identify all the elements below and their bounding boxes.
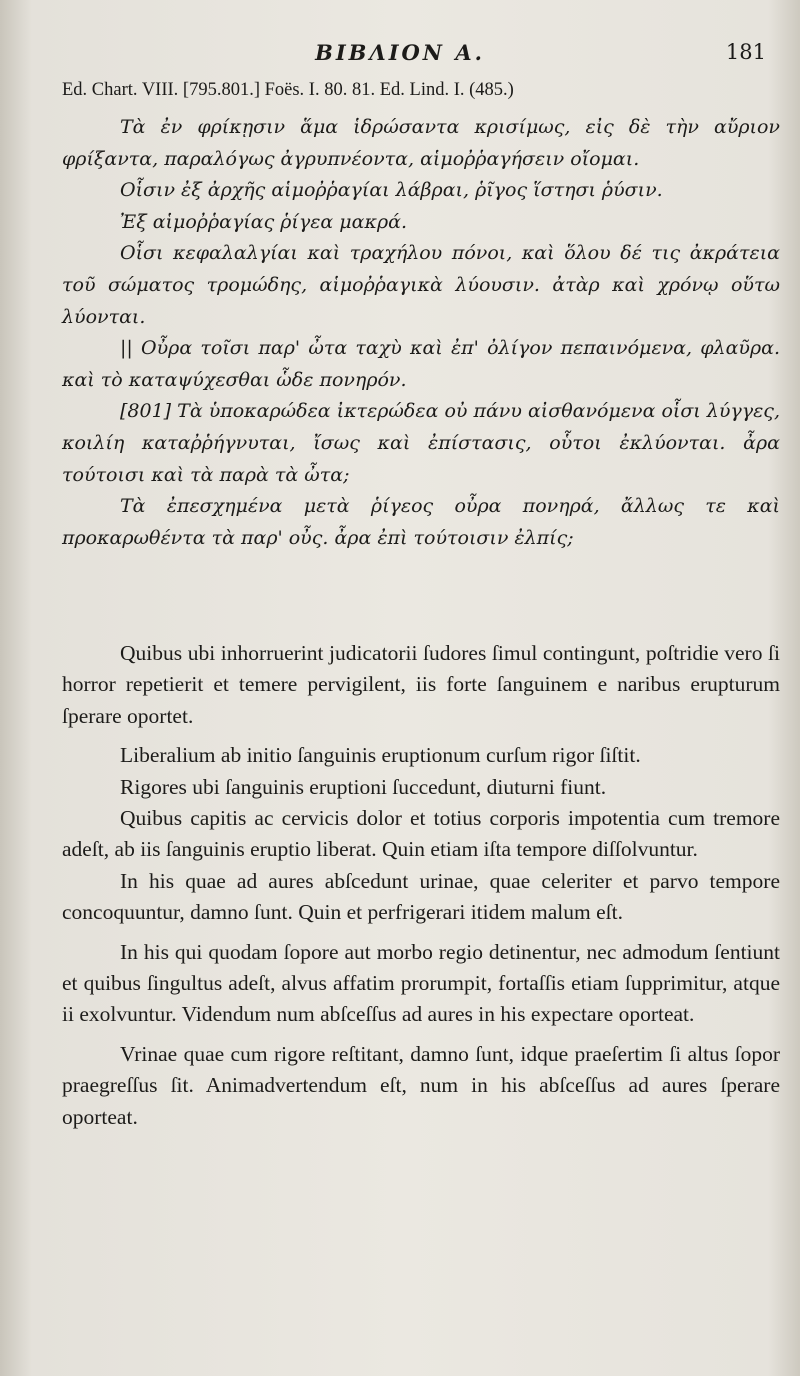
greek-paragraph: Τὰ ἐν φρίκῃσιν ἅμα ἱδρώσαντα κρισίμως, εἰς δὲ τὴν αὔριον φρίξαντα, παραλόγως ἀγρυπνέοντα, αἱμοῤῥαγήσειν οἴομαι. [62,116,780,170]
greek-paragraph: Τὰ ἐπεσχημένα μετὰ ῥίγεος οὖρα πονηρά, ἄλλως τε καὶ προκαρωθέντα τὰ παρ' οὖς. ἆρα ἐπὶ τούτοισιν ἐλπίς; [62,495,780,549]
running-title: BIBΛION A. [315,40,485,65]
latin-paragraph: Vrinae quae cum rigore reſtitant, damno ſunt, idque praeſertim ſi altus ſopor praegreſſus ſit. Animadvertendum eſt, num in his abſceſſus ad aures ſperare oporteat. [62,1041,780,1129]
latin-paragraph: In his quae ad aures abſcedunt urinae, quae celeriter et parvo tempore concoquuntur, damno ſunt. Quin et perfrigerari itidem malum eſt. [62,868,780,925]
greek-text-block [62,112,780,554]
greek-paragraph: Οἷσι κεφαλαλγίαι καὶ τραχήλου πόνοι, καὶ ὅλου δέ τις ἀκράτεια τοῦ σώματος τρομώδης, αἱμοῤῥαγικὰ λύουσιν. ἀτὰρ καὶ χρόνῳ οὕτω λύονται. [62,242,780,328]
latin-paragraph: Quibus ubi inhorruerint judicatorii ſudores ſimul contingunt, poſtridie vero ſi horror repetierit et temere pervigilent, iis forte ſanguinem e naribus erupturum ſperare oportet. [62,641,780,728]
latin-paragraph: In his qui quodam ſopore aut morbo regio detinentur, nec admodum ſentiunt et quibus ſingultus adeſt, alvus affatim prorumpit, fortaſſis etiam ſupprimitur, atque ii exolvuntur. Videndum num abſceſſus ad aures in his expectare oporteat. [62,939,780,1027]
edition-reference: Ed. Chart. VIII. [795.801.] Foës. I. 80. 81. Ed. Lind. I. (485.) [62,80,514,100]
latin-paragraph: Liberalium ab initio ſanguinis eruptionum curſum rigor ſiſtit. [120,743,641,768]
latin-paragraph: Quibus capitis ac cervicis dolor et totius corporis impotentia cum tremore adeſt, ab iis ſanguinis eruptio liberat. Quin etiam iſta tempore diſſolvuntur. [62,806,780,862]
greek-paragraph: Οἷσιν ἐξ ἀρχῆς αἱμοῤῥαγίαι λάβραι, ῥῖγος ἵστησι ῥύσιν. [120,179,663,202]
greek-paragraph: || Οὖρα τοῖσι παρ' ὦτα ταχὺ καὶ ἐπ' ὀλίγον πεπαινόμενα, φλαῦρα. καὶ τὸ καταψύχεσθαι ὧδε πονηρόν. [62,337,780,391]
page-number: 181 [725,40,766,64]
latin-paragraph: Rigores ubi ſanguinis eruptioni ſuccedunt, diuturni fiunt. [120,774,607,799]
greek-paragraph: [801] Τὰ ὑποκαρώδεα ἰκτερώδεα οὐ πάνυ αἰσθανόμενα οἷσι λύγγες, κοιλίη καταῤῥήγνυται, ἴσως καὶ ἐπίστασις, οὗτοι ἐκλύονται. ἆρα τούτοισι καὶ τὰ παρὰ τὰ ὦτα; [62,400,780,486]
greek-paragraph: Ἐξ αἱμοῤῥαγίας ῥίγεα μακρά. [120,210,407,233]
latin-text-block [62,638,780,1133]
